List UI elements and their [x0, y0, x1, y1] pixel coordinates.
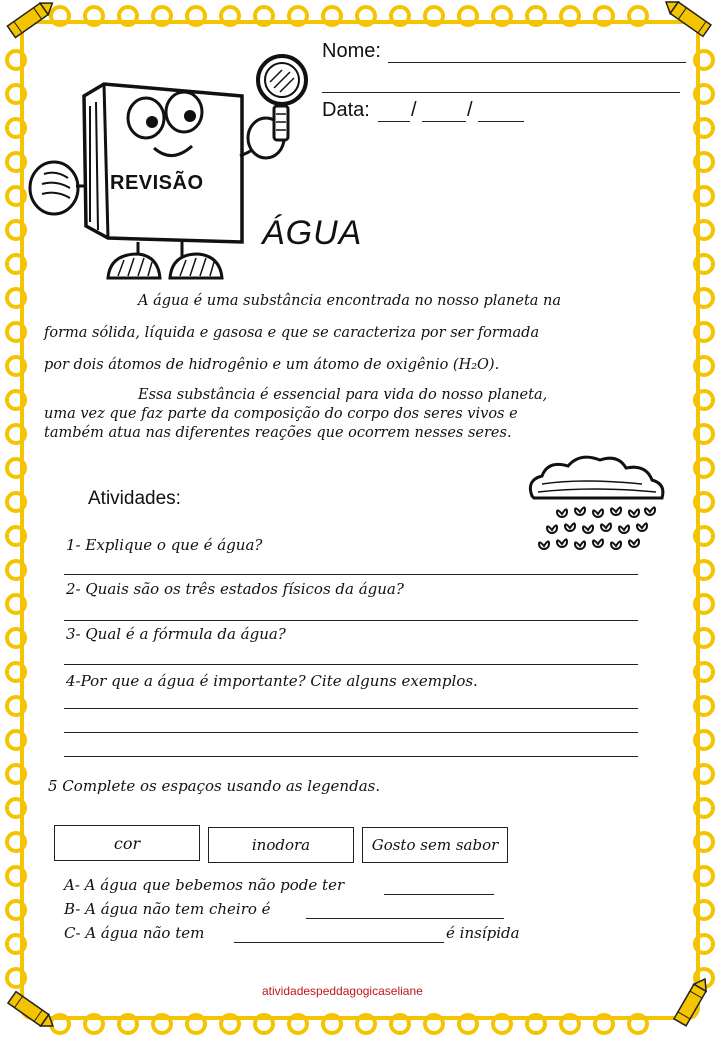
- paragraph-line: Essa substância é essencial para vida do nosso planeta,: [138, 387, 548, 403]
- date-day-field[interactable]: [378, 121, 410, 122]
- activities-heading: Atividades:: [88, 488, 181, 509]
- question-2: 2- Quais são os três estados físicos da água?: [66, 580, 404, 598]
- date-label: Data:: [322, 99, 370, 121]
- crayon-icon: [665, 975, 715, 1035]
- name-field[interactable]: [388, 62, 686, 63]
- paragraph-line: A água é uma substância encontrada no nosso planeta na: [138, 293, 562, 309]
- footer-watermark: atividadespeddagogicaseliane: [262, 984, 423, 998]
- date-separator: /: [411, 99, 417, 121]
- question-5: 5 Complete os espaços usando as legendas.: [48, 777, 381, 795]
- page-title: ÁGUA: [262, 214, 363, 252]
- crayon-icon: [660, 0, 720, 40]
- name-label: Nome:: [322, 40, 381, 62]
- answer-line[interactable]: [64, 664, 638, 665]
- crayon-icon: [0, 985, 60, 1035]
- legend-box-inodora: inodora: [208, 827, 354, 863]
- date-month-field[interactable]: [422, 121, 466, 122]
- answer-line[interactable]: [64, 574, 638, 575]
- answer-line[interactable]: [64, 756, 638, 757]
- fill-in-c-blank[interactable]: [234, 942, 444, 943]
- date-separator: /: [467, 99, 473, 121]
- mascot-badge: REVISÃO: [110, 172, 204, 194]
- fill-in-b: B- A água não tem cheiro é: [64, 900, 271, 918]
- name-field-line-2[interactable]: [322, 92, 680, 93]
- fill-in-c-start: C- A água não tem: [64, 924, 205, 942]
- paragraph-line: também atua nas diferentes reações que ocorrem nesses seres.: [44, 425, 512, 441]
- fill-in-a: A- A água que bebemos não pode ter: [64, 876, 345, 894]
- paragraph-line: forma sólida, líquida e gasosa e que se caracteriza por ser formada: [44, 325, 540, 341]
- crayon-icon: [0, 0, 60, 40]
- answer-line[interactable]: [64, 620, 638, 621]
- fill-in-c-end: é insípida: [446, 924, 520, 942]
- paragraph-line: uma vez que faz parte da composição do corpo dos seres vivos e: [44, 406, 518, 422]
- rain-cloud-icon: [522, 452, 670, 554]
- question-1: 1- Explique o que é água?: [66, 536, 263, 554]
- magnifying-glass-icon: [248, 52, 318, 162]
- question-3: 3- Qual é a fórmula da água?: [66, 625, 286, 643]
- answer-line[interactable]: [64, 708, 638, 709]
- date-year-field[interactable]: [478, 121, 524, 122]
- question-4: 4-Por que a água é importante? Cite alguns exemplos.: [66, 672, 478, 690]
- fill-in-a-blank[interactable]: [384, 894, 494, 895]
- fill-in-b-blank[interactable]: [306, 918, 504, 919]
- legend-box-cor: cor: [54, 825, 200, 861]
- legend-box-gosto: Gosto sem sabor: [362, 827, 508, 863]
- answer-line[interactable]: [64, 732, 638, 733]
- paragraph-line: por dois átomos de hidrogênio e um átomo de oxigênio (H₂O).: [44, 357, 500, 373]
